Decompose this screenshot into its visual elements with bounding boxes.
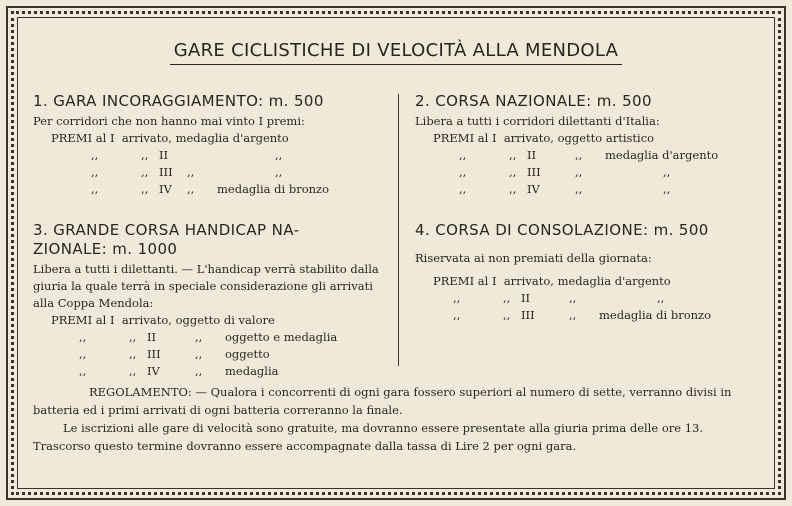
section-3-heading: 3. GRANDE CORSA HANDICAP NA- ZIONALE: m. 1000 — [33, 221, 300, 258]
page-title: GARE CICLISTICHE DI VELOCITÀ ALLA MENDOLA — [0, 40, 792, 61]
prize-row: ,, ,, III ,, oggetto — [79, 347, 270, 361]
prize-row: ,, ,, III ,, ,, — [91, 165, 283, 179]
section-2-heading: 2. CORSA NAZIONALE: m. 500 — [415, 92, 652, 110]
regolamento — [33, 383, 763, 455]
section-1-heading: 1. GARA INCORAGGIAMENTO: m. 500 — [33, 92, 324, 110]
section-1-prizes — [33, 130, 385, 198]
prize-row: ,, ,, II ,, oggetto e medaglia — [79, 330, 338, 344]
section-4-desc: Riservata ai non premiati della giornata: — [415, 251, 652, 265]
prize-row: ,, ,, III ,, medaglia di bronzo — [453, 308, 712, 322]
prize-row: ,, ,, IV ,, medaglia — [79, 364, 279, 378]
prize-row: PREMI al I arrivato, oggetto artistico — [433, 131, 655, 145]
section-3 — [33, 221, 385, 380]
regolamento-p2: Le iscrizioni alle gare di velocità sono gratuite, ma dovranno essere presentate alla giuria prima delle ore 13. Trascorso questo termine dovranno essere accompagnate dalla tassa di Lire 2 per ogni gara. — [33, 421, 703, 453]
section-2 — [415, 92, 765, 198]
section-3-prizes — [33, 312, 385, 380]
section-1 — [33, 92, 385, 198]
section-3-desc: Libera a tutti i dilettanti. — L'handicap verrà stabilito dalla giuria la quale terrà in speciale considerazione gli arrivati alla Coppa Mendola: — [33, 262, 379, 310]
section-1-desc: Per corridori che non hanno mai vinto I premi: — [33, 114, 305, 128]
prize-row: ,, ,, III ,, ,, — [459, 165, 671, 179]
prize-row: ,, ,, IV ,, medaglia di bronzo — [91, 182, 330, 196]
prize-row: PREMI al I arrivato, medaglia d'argento — [433, 274, 671, 288]
prize-row: ,, ,, II ,, — [91, 148, 283, 162]
prize-row: ,, ,, II ,, ,, — [453, 291, 665, 305]
regolamento-p1: REGOLAMENTO: — Qualora i concorrenti di ogni gara fossero superiori al numero di sette, verranno divisi in batteria ed i primi arrivati di ogni batteria correranno la finale. — [33, 385, 732, 417]
prize-row: PREMI al I arrivato, oggetto di valore — [51, 313, 275, 327]
section-2-prizes — [415, 130, 765, 198]
column-divider — [398, 94, 399, 366]
section-2-desc: Libera a tutti i corridori dilettanti d'Italia: — [415, 114, 660, 128]
prize-row: ,, ,, II ,, medaglia d'argento — [459, 148, 719, 162]
section-4 — [415, 221, 765, 324]
prize-row: PREMI al I arrivato, medaglia d'argento — [51, 131, 289, 145]
section-4-prizes — [415, 273, 765, 324]
section-4-heading: 4. CORSA DI CONSOLAZIONE: m. 500 — [415, 221, 709, 239]
prize-row: ,, ,, IV ,, ,, — [459, 182, 671, 196]
